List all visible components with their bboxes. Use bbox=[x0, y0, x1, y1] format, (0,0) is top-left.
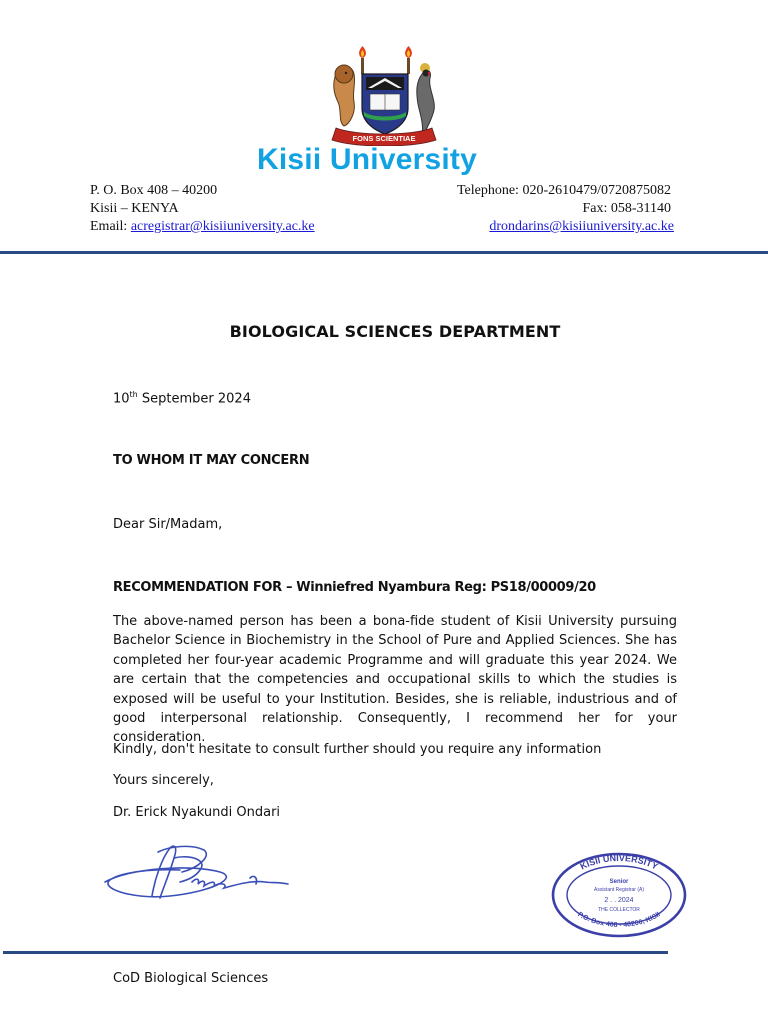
university-name: Kisii University bbox=[257, 143, 477, 176]
footer-title: CoD Biological Sciences bbox=[113, 971, 269, 986]
fax-line: Fax: 058-31140 bbox=[582, 201, 671, 216]
svg-text:P.O. Box 408 - 40200, KISII bbox=[576, 911, 661, 929]
stamp-office: Assistant Registrar (A) bbox=[593, 887, 645, 893]
department-title: BIOLOGICAL SCIENCES DEPARTMENT bbox=[229, 322, 561, 341]
address-line-city: Kisii – KENYA bbox=[90, 201, 179, 216]
crest-motto: FONS SCIENTIAE bbox=[352, 134, 416, 143]
cod-email-link[interactable]: drondarins@kisiiuniversity.ac.ke bbox=[489, 219, 674, 234]
letter-closing: Yours sincerely, bbox=[113, 773, 214, 788]
telephone-line: Telephone: 020-2610479/0720875082 bbox=[456, 183, 671, 198]
handwritten-signature-image bbox=[100, 838, 295, 910]
email-line bbox=[90, 219, 315, 235]
header-divider bbox=[0, 251, 768, 254]
stamp-bottom-text: P.O. Box 408 - 40200, KISII bbox=[576, 911, 662, 929]
stamp-top-text: KISII UNIVERSITY bbox=[578, 852, 660, 872]
letter-date: 10th September 2024 bbox=[113, 390, 251, 407]
consultation-paragraph: Kindly, don't hesitate to consult further should you require any information bbox=[113, 742, 602, 757]
recommendation-paragraph: The above-named person has been a bona-fide student of Kisii University pursuing Bachelor Science in Biochemistry in the School of Pure and Applied Sciences. She has completed her four-year academic Programme and will graduate this year 2024. We are certain that the competencies and occupational skills to which the studies is exposed will be useful to your Institution. Besides, she is reliable, industrious and of good interpersonal relationship. Consequently, I recommend her for your consideration. bbox=[113, 614, 677, 746]
address-line-po-box: P. O. Box 408 – 40200 bbox=[90, 183, 218, 198]
letter-addressee: TO WHOM IT MAY CONCERN bbox=[113, 453, 310, 468]
signatory-name: Dr. Erick Nyakundi Ondari bbox=[113, 805, 281, 820]
stamp-collector: THE COLLECTOR bbox=[598, 907, 640, 913]
stamp-title: Senior bbox=[609, 879, 629, 885]
letter-subject: RECOMMENDATION FOR – Winniefred Nyambura Reg: PS18/00009/20 bbox=[113, 580, 596, 595]
svg-text:KISII UNIVERSITY bbox=[578, 853, 659, 872]
email-label: Email: bbox=[90, 219, 131, 234]
letter-salutation: Dear Sir/Madam, bbox=[113, 517, 223, 532]
registrar-email-link[interactable]: acregistrar@kisiiuniversity.ac.ke bbox=[130, 219, 315, 234]
university-crest-logo bbox=[326, 44, 442, 146]
official-stamp-image bbox=[550, 851, 688, 939]
footer-divider bbox=[3, 951, 668, 954]
stamp-date: 2 . . 2024 bbox=[604, 897, 634, 904]
